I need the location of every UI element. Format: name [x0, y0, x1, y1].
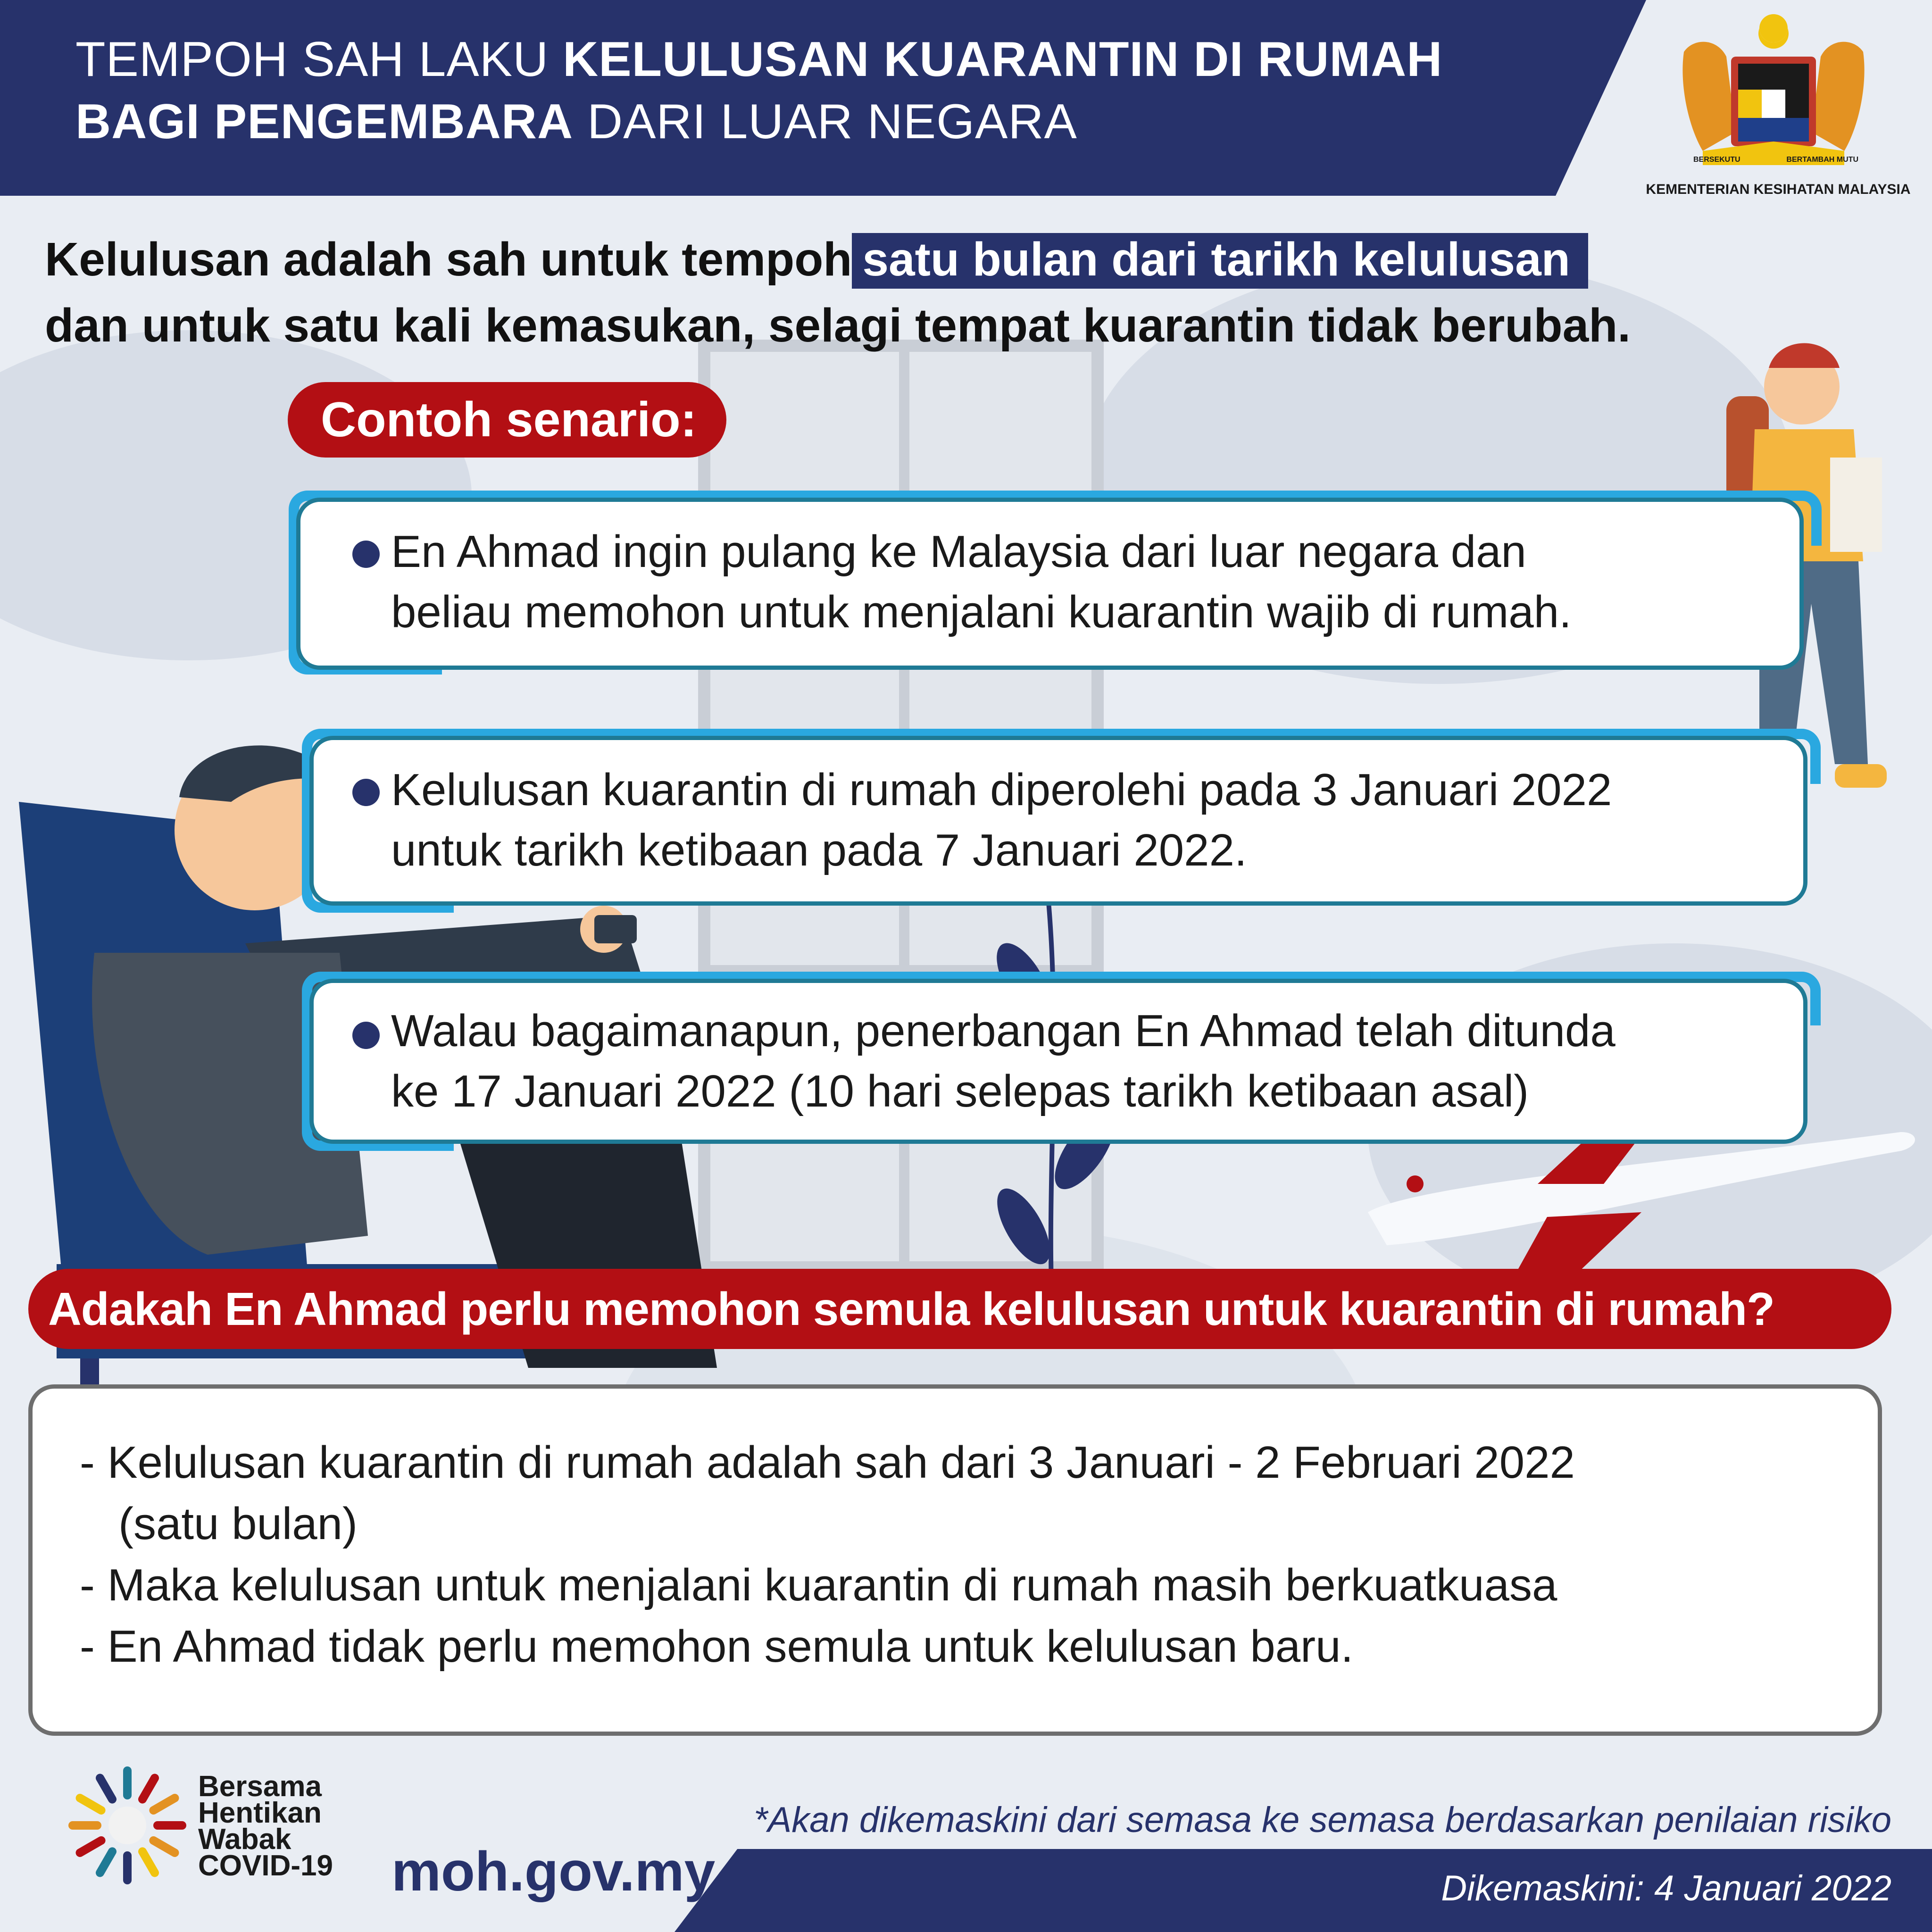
- intro-line1: Kelulusan adalah sah untuk tempoh satu bulan dari tarikh kelulusan: [45, 226, 1884, 292]
- page-title-line1: TEMPOH SAH LAKU KELULUSAN KUARANTIN DI RUMAH: [75, 32, 1443, 87]
- ministry-name: KEMENTERIAN KESIHATAN MALAYSIA: [1646, 182, 1911, 197]
- scenario-box-1: [296, 498, 1804, 670]
- covid19-campaign-logo: [66, 1764, 189, 1887]
- crest-motto: BERSEKUTU BERTAMBAH MUTU: [1693, 156, 1858, 164]
- answer-box: [28, 1384, 1882, 1736]
- answer-line: - En Ahmad tidak perlu memohon semula untuk kelulusan baru.: [80, 1621, 1354, 1672]
- website-link[interactable]: moh.gov.my: [391, 1840, 716, 1903]
- bullet-icon: [352, 541, 380, 568]
- answer-line: (satu bulan): [118, 1499, 358, 1549]
- scenario-text-2: Kelulusan kuarantin di rumah diperolehi pada 3 Januari 2022 untuk tarikh ketibaan pada 7 Januari 2022.: [391, 765, 1612, 875]
- page-title: [75, 28, 1585, 153]
- answer-line: - Maka kelulusan untuk menjalani kuarantin di rumah masih berkuatkuasa: [80, 1560, 1557, 1610]
- intro-highlight: satu bulan dari tarikh kelulusan: [852, 233, 1588, 289]
- scenario-text-3: Walau bagaimanapun, penerbangan En Ahmad telah ditunda ke 17 Januari 2022 (10 hari selepas tarikh ketibaan asal): [391, 1006, 1616, 1116]
- disclaimer-note: *Akan dikemaskini dari semasa ke semasa berdasarkan penilaian risiko: [753, 1800, 1891, 1840]
- answer-list: [80, 1432, 1863, 1677]
- scenario-box-3: [309, 979, 1807, 1144]
- scenario-box-2: [309, 736, 1807, 906]
- answer-line: - Kelulusan kuarantin di rumah adalah sah dari 3 Januari - 2 Februari 2022: [80, 1437, 1575, 1488]
- scenario-label: Contoh senario:: [288, 382, 726, 458]
- question-banner: Adakah En Ahmad perlu memohon semula kelulusan untuk kuarantin di rumah?: [28, 1269, 1891, 1349]
- bullet-icon: [352, 1022, 380, 1049]
- updated-date: Dikemaskini: 4 Januari 2022: [1441, 1868, 1891, 1908]
- intro-text: [45, 226, 1884, 358]
- malaysia-crest-logo: [1665, 9, 1882, 179]
- scenario-text-1: En Ahmad ingin pulang ke Malaysia dari luar negara dan beliau memohon untuk menjalani kuarantin wajib di rumah.: [391, 526, 1572, 637]
- campaign-name: Bersama Hentikan Wabak COVID-19: [198, 1770, 333, 1882]
- intro-line2: dan untuk satu kali kemasukan, selagi tempat kuarantin tidak berubah.: [45, 299, 1631, 352]
- page-title-line2: BAGI PENGEMBARA DARI LUAR NEGARA: [75, 94, 1077, 149]
- bullet-icon: [352, 779, 380, 806]
